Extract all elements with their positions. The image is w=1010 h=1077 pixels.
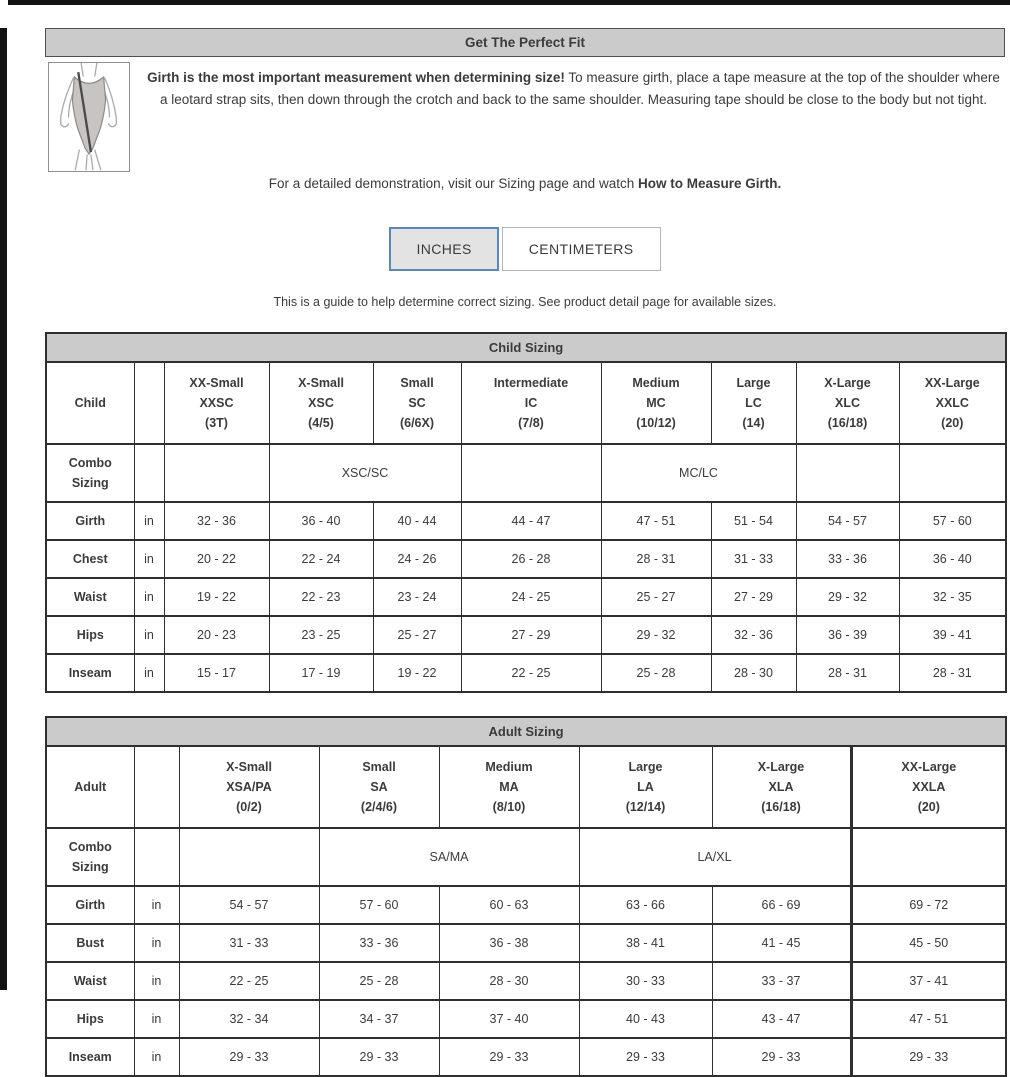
size-value-cell: 37 - 40 [439, 1000, 579, 1038]
intro-paragraph [130, 62, 1005, 172]
size-value-cell: 36 - 38 [439, 924, 579, 962]
size-value-cell: 30 - 33 [579, 962, 712, 1000]
size-column-header: Medium MA (8/10) [439, 746, 579, 828]
combo-cell: LA/XL [579, 828, 851, 886]
unit-header-cell [134, 362, 164, 444]
demo-text: For a detailed demonstration, visit our Sizing page and watch [268, 176, 638, 191]
size-value-cell: 25 - 27 [601, 578, 711, 616]
size-column-header: Small SC (6/6X) [373, 362, 461, 444]
table-corner-label: Child [46, 362, 134, 444]
size-column-header: X-Small XSA/PA (0/2) [179, 746, 319, 828]
size-column-header: X-Small XSC (4/5) [269, 362, 373, 444]
leotard-figure-icon [49, 63, 129, 171]
size-value-cell: 32 - 36 [164, 502, 269, 540]
unit-cell [134, 444, 164, 502]
size-value-cell: 17 - 19 [269, 654, 373, 692]
size-value-cell: 32 - 34 [179, 1000, 319, 1038]
size-column-header: X-Large XLA (16/18) [712, 746, 851, 828]
size-value-cell: 54 - 57 [796, 502, 899, 540]
size-value-cell: 23 - 24 [373, 578, 461, 616]
size-value-cell: 29 - 33 [579, 1038, 712, 1076]
combo-cell [461, 444, 601, 502]
size-value-cell: 33 - 37 [712, 962, 851, 1000]
measurement-label: Girth [46, 502, 134, 540]
size-value-cell: 39 - 41 [899, 616, 1006, 654]
combo-cell [164, 444, 269, 502]
window-edge-left [0, 28, 7, 990]
measurement-label: Girth [46, 886, 134, 924]
size-value-cell: 29 - 32 [601, 616, 711, 654]
intro-section [45, 62, 1005, 172]
measurement-label: Inseam [46, 1038, 134, 1076]
size-value-cell: 40 - 44 [373, 502, 461, 540]
size-value-cell: 69 - 72 [851, 886, 1006, 924]
size-value-cell: 22 - 25 [179, 962, 319, 1000]
table-title: Child Sizing [46, 333, 1006, 362]
size-value-cell: 60 - 63 [439, 886, 579, 924]
size-value-cell: 19 - 22 [164, 578, 269, 616]
size-value-cell: 36 - 39 [796, 616, 899, 654]
size-value-cell: 34 - 37 [319, 1000, 439, 1038]
measurement-label: Inseam [46, 654, 134, 692]
size-value-cell: 37 - 41 [851, 962, 1006, 1000]
size-value-cell: 28 - 30 [711, 654, 796, 692]
adult-sizing-table [45, 716, 1007, 1077]
measurement-label: Waist [46, 578, 134, 616]
unit-cell: in [134, 654, 164, 692]
unit-cell: in [134, 1038, 179, 1076]
size-value-cell: 31 - 33 [179, 924, 319, 962]
size-value-cell: 29 - 33 [319, 1038, 439, 1076]
size-value-cell: 27 - 29 [461, 616, 601, 654]
size-column-header: XX-Large XXLA (20) [851, 746, 1006, 828]
size-value-cell: 22 - 24 [269, 540, 373, 578]
size-value-cell: 24 - 25 [461, 578, 601, 616]
combo-cell: SA/MA [319, 828, 579, 886]
size-value-cell: 25 - 27 [373, 616, 461, 654]
size-column-header: Intermediate IC (7/8) [461, 362, 601, 444]
size-column-header: Small SA (2/4/6) [319, 746, 439, 828]
size-value-cell: 45 - 50 [851, 924, 1006, 962]
combo-sizing-label: Combo Sizing [46, 828, 134, 886]
size-value-cell: 24 - 26 [373, 540, 461, 578]
centimeters-button[interactable]: CENTIMETERS [502, 227, 661, 271]
size-value-cell: 57 - 60 [899, 502, 1006, 540]
size-value-cell: 25 - 28 [319, 962, 439, 1000]
size-value-cell: 47 - 51 [851, 1000, 1006, 1038]
size-value-cell: 28 - 30 [439, 962, 579, 1000]
size-value-cell: 29 - 33 [439, 1038, 579, 1076]
demo-line [45, 176, 1005, 191]
size-value-cell: 22 - 23 [269, 578, 373, 616]
unit-cell: in [134, 540, 164, 578]
size-value-cell: 40 - 43 [579, 1000, 712, 1038]
size-value-cell: 32 - 36 [711, 616, 796, 654]
size-value-cell: 63 - 66 [579, 886, 712, 924]
measurement-label: Hips [46, 616, 134, 654]
size-value-cell: 25 - 28 [601, 654, 711, 692]
size-value-cell: 31 - 33 [711, 540, 796, 578]
unit-cell: in [134, 502, 164, 540]
combo-cell [179, 828, 319, 886]
measurement-label: Waist [46, 962, 134, 1000]
unit-cell: in [134, 886, 179, 924]
window-edge-top [8, 0, 1010, 5]
size-column-header: Large LA (12/14) [579, 746, 712, 828]
measurement-label: Bust [46, 924, 134, 962]
size-value-cell: 36 - 40 [899, 540, 1006, 578]
unit-cell: in [134, 578, 164, 616]
size-value-cell: 23 - 25 [269, 616, 373, 654]
sizing-guide-page [45, 28, 1005, 1077]
measurement-label: Hips [46, 1000, 134, 1038]
size-value-cell: 43 - 47 [712, 1000, 851, 1038]
size-value-cell: 27 - 29 [711, 578, 796, 616]
size-value-cell: 20 - 22 [164, 540, 269, 578]
intro-bold-lead: Girth is the most important measurement when determining size! [147, 70, 565, 85]
size-value-cell: 22 - 25 [461, 654, 601, 692]
leotard-girth-diagram [48, 62, 130, 172]
combo-sizing-label: Combo Sizing [46, 444, 134, 502]
combo-cell: XSC/SC [269, 444, 461, 502]
table-title: Adult Sizing [46, 717, 1006, 746]
unit-cell: in [134, 962, 179, 1000]
size-value-cell: 36 - 40 [269, 502, 373, 540]
size-value-cell: 29 - 32 [796, 578, 899, 616]
unit-toggle [45, 227, 1005, 271]
size-value-cell: 28 - 31 [601, 540, 711, 578]
size-column-header: X-Large XLC (16/18) [796, 362, 899, 444]
unit-cell [134, 828, 179, 886]
inches-button[interactable]: INCHES [389, 227, 498, 271]
size-value-cell: 19 - 22 [373, 654, 461, 692]
size-value-cell: 38 - 41 [579, 924, 712, 962]
size-value-cell: 44 - 47 [461, 502, 601, 540]
page-title: Get The Perfect Fit [45, 28, 1005, 57]
size-value-cell: 26 - 28 [461, 540, 601, 578]
size-value-cell: 51 - 54 [711, 502, 796, 540]
guide-note: This is a guide to help determine correct sizing. See product detail page for available sizes. [273, 295, 777, 309]
size-value-cell: 29 - 33 [851, 1038, 1006, 1076]
unit-cell: in [134, 924, 179, 962]
size-column-header: Medium MC (10/12) [601, 362, 711, 444]
size-value-cell: 33 - 36 [319, 924, 439, 962]
size-value-cell: 41 - 45 [712, 924, 851, 962]
size-value-cell: 47 - 51 [601, 502, 711, 540]
size-column-header: Large LC (14) [711, 362, 796, 444]
size-column-header: XX-Large XXLC (20) [899, 362, 1006, 444]
child-sizing-table [45, 332, 1007, 693]
unit-cell: in [134, 616, 164, 654]
measurement-label: Chest [46, 540, 134, 578]
table-corner-label: Adult [46, 746, 134, 828]
size-value-cell: 15 - 17 [164, 654, 269, 692]
combo-cell [796, 444, 899, 502]
size-value-cell: 20 - 23 [164, 616, 269, 654]
unit-cell: in [134, 1000, 179, 1038]
size-value-cell: 32 - 35 [899, 578, 1006, 616]
size-value-cell: 54 - 57 [179, 886, 319, 924]
combo-cell: MC/LC [601, 444, 796, 502]
combo-cell [851, 828, 1006, 886]
size-value-cell: 29 - 33 [712, 1038, 851, 1076]
size-value-cell: 33 - 36 [796, 540, 899, 578]
size-value-cell: 66 - 69 [712, 886, 851, 924]
unit-header-cell [134, 746, 179, 828]
size-column-header: XX-Small XXSC (3T) [164, 362, 269, 444]
size-value-cell: 28 - 31 [899, 654, 1006, 692]
size-value-cell: 29 - 33 [179, 1038, 319, 1076]
combo-cell [899, 444, 1006, 502]
size-value-cell: 57 - 60 [319, 886, 439, 924]
size-value-cell: 28 - 31 [796, 654, 899, 692]
demo-bold-text: How to Measure Girth. [637, 176, 782, 191]
intro-body-text: To measure girth, place a tape measure at the top of the shoulder where a leotard strap sits, then down through the crotch and back to the same shoulder. Measuring tape should be close to the body but not tight. [159, 70, 1000, 107]
